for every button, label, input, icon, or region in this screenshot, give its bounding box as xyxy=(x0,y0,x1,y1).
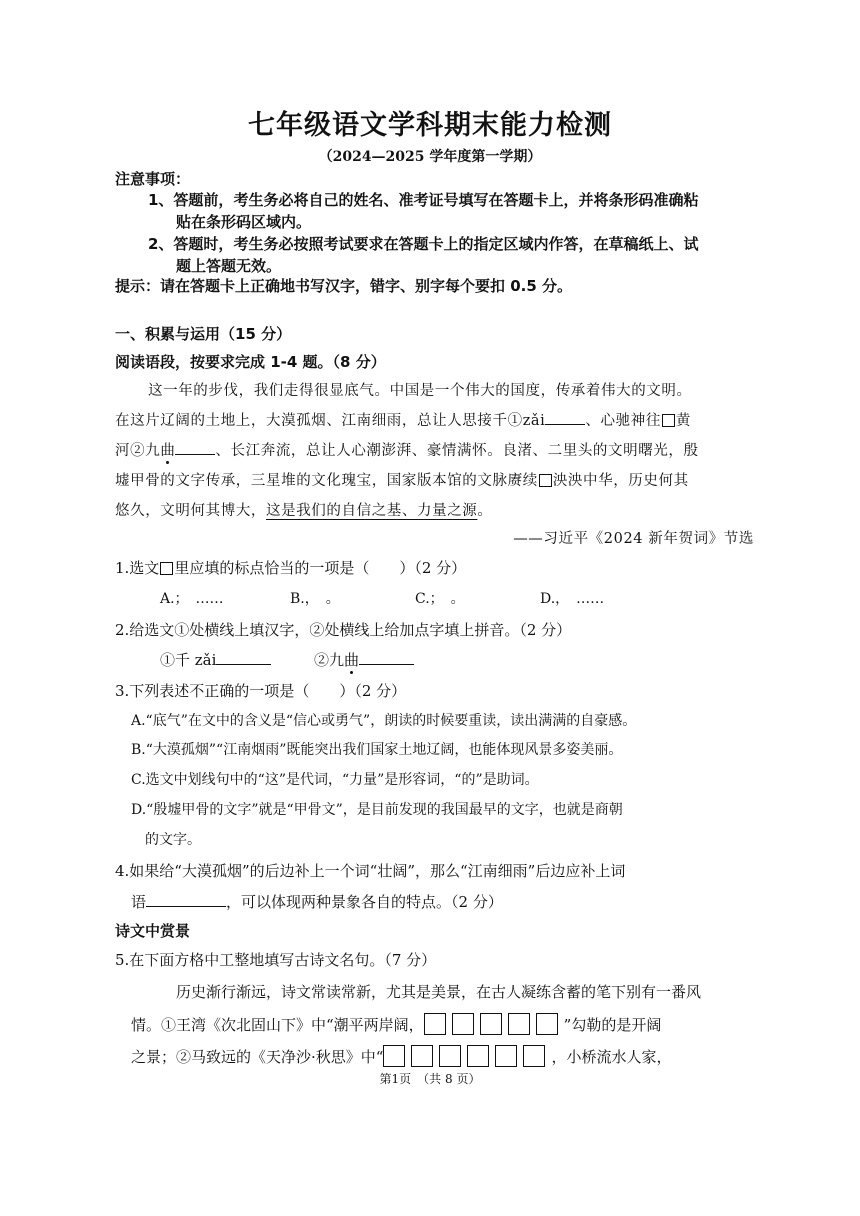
notice-item1-line1: 1、答题前，考生务必将自己的姓名、准考证号填写在答题卡上，并将条形码准确粘 xyxy=(148,191,699,209)
question-5-stem: 5.在下面方格中工整地填写古诗文名句。（7 分） xyxy=(115,951,437,969)
passage-line-3 xyxy=(115,439,699,460)
q1-option-a: A.； …… xyxy=(160,591,224,607)
q2-blank-a xyxy=(216,664,271,665)
q3-option-b: B.“大漠孤烟”“江南烟雨”既能突出我们国家土地辽阔，也能体现风景多姿美丽。 xyxy=(131,742,623,758)
answer-box xyxy=(452,1013,474,1035)
q2-blank-b xyxy=(359,664,414,665)
answer-box xyxy=(383,1045,405,1067)
q3-option-c: C.选文中划线句中的“这”是代词，“力量”是形容词，“的”是助词。 xyxy=(131,772,539,788)
passage-line-5 xyxy=(115,499,493,520)
underlined-sentence: 这是我们的自信之基、力量之源 xyxy=(266,503,478,519)
answer-box xyxy=(411,1045,433,1067)
dotted-char: 曲 xyxy=(344,651,360,669)
passage-line-4-rest: 泱泱中华，历史何其 xyxy=(552,473,689,489)
q4-line2-start: 语 xyxy=(131,893,147,911)
q5-line2-end: ”勾勒的是开阔 xyxy=(563,1016,662,1034)
answer-box xyxy=(536,1013,558,1035)
punctuation-box xyxy=(662,414,675,427)
q4-line2-rest: ，可以体现两种景象各自的特点。（2 分） xyxy=(226,893,503,911)
passage-line-2 xyxy=(115,409,691,430)
section2-heading: 诗文中赏景 xyxy=(115,922,191,940)
answer-box xyxy=(424,1013,446,1035)
passage-line-2-end: 黄 xyxy=(675,413,692,429)
q1-stem-rest: 里应填的标点恰当的一项是（ ）（2 分） xyxy=(174,559,467,577)
notice-heading: 注意事项： xyxy=(115,170,191,188)
q5-paragraph-line3 xyxy=(131,1045,671,1067)
q1-option-d: D.， …… xyxy=(540,591,605,607)
q5-paragraph-line1: 历史渐行渐远，诗文常读常新，尤其是美景，在古人凝练含蓄的笔下别有一番风 xyxy=(176,983,702,1001)
passage-source: ——习近平《2024 新年贺词》节选 xyxy=(513,531,754,547)
answer-box xyxy=(523,1045,545,1067)
passage-line-2-mid: 、心驰神往 xyxy=(585,413,661,429)
q5-line3-start: 之景；②马致远的《天净沙·秋思》中“ xyxy=(131,1048,384,1066)
q2-answer-a xyxy=(160,649,271,670)
passage-line-5-start: 悠久，文明何其博大， xyxy=(115,503,266,519)
q3-option-a: A.“底气”在文中的含义是“信心或勇气”，朗读的时候要重读，读出满满的自豪感。 xyxy=(131,713,637,729)
q2-answer-b xyxy=(314,649,414,670)
answer-box xyxy=(508,1013,530,1035)
q1-option-c: C.； 。 xyxy=(415,591,465,607)
passage-line-3-start: 河②九 xyxy=(115,443,161,459)
page-subtitle: （2024—2025 学年度第一学期） xyxy=(318,149,542,165)
passage-line-4 xyxy=(115,469,689,490)
q3-option-d-line1: D.“殷墟甲骨的文字”就是“甲骨文”，是目前发现的我国最早的文字，也就是商朝 xyxy=(131,802,623,818)
page-footer: 第1页 （共 8 页） xyxy=(379,1072,481,1086)
q5-line3-end: ，小桥流水人家， xyxy=(551,1048,672,1066)
blank-2 xyxy=(175,454,215,455)
question-2-stem: 2.给选文①处横线上填汉字，②处横线上给加点字填上拼音。（2 分） xyxy=(115,621,572,639)
answer-box xyxy=(480,1013,502,1035)
passage-line-5-end: 。 xyxy=(477,503,493,519)
page-title: 七年级语文学科期末能力检测 xyxy=(248,110,612,141)
q4-blank xyxy=(146,906,226,907)
answer-box xyxy=(495,1045,517,1067)
passage-line-2-text: 在这片辽阔的土地上，大漠孤烟、江南细雨，总让人思接千①zǎi xyxy=(115,413,546,429)
q1-option-b: B.， 。 xyxy=(290,591,340,607)
punctuation-box xyxy=(539,474,552,487)
q5-paragraph-line2 xyxy=(131,1013,661,1035)
question-1-stem xyxy=(115,557,466,578)
q2-a-label: ①千 zǎi xyxy=(160,651,217,669)
reading-intro: 阅读语段，按要求完成 1-4 题。（8 分） xyxy=(115,353,386,371)
punctuation-box xyxy=(160,562,173,575)
question-3-stem: 3.下列表述不正确的一项是（ ）（2 分） xyxy=(115,682,407,700)
q1-stem-start: 1.选文 xyxy=(115,559,160,577)
passage-line-3-rest: 、长江奔流，总让人心潮澎湃、豪情满怀。良渚、二里头的文明曙光，殷 xyxy=(215,443,699,459)
blank-1 xyxy=(545,424,585,425)
dotted-char: 曲 xyxy=(160,439,175,460)
passage-line-1: 这一年的步伐，我们走得很显底气。中国是一个伟大的国度，传承着伟大的文明。 xyxy=(148,383,692,399)
notice-item2-line1: 2、答题时，考生务必按照考试要求在答题卡上的指定区域内作答，在草稿纸上、试 xyxy=(148,235,699,253)
q5-line2-start: 情。①王湾《次北固山下》中“潮平两岸阔， xyxy=(131,1016,424,1034)
q2-b-label: ②九 xyxy=(314,651,345,669)
notice-item1-line2: 贴在条形码区域内。 xyxy=(176,213,312,231)
notice-tip: 提示：请在答题卡上正确地书写汉字，错字、别字每个要扣 0.5 分。 xyxy=(115,277,573,295)
notice-item2-line2: 题上答题无效。 xyxy=(176,257,282,275)
question-4-line2 xyxy=(131,891,503,912)
q3-option-d-line2: 的文字。 xyxy=(145,832,201,848)
answer-box xyxy=(439,1045,461,1067)
answer-box xyxy=(467,1045,489,1067)
question-4-line1: 4.如果给“大漠孤烟”的后边补上一个词“壮阔”，那么“江南细雨”后边应补上词 xyxy=(115,862,626,880)
passage-line-4-start: 墟甲骨的文字传承，三星堆的文化瑰宝，国家版本馆的文脉赓续 xyxy=(115,473,538,489)
section1-heading: 一、积累与运用（15 分） xyxy=(115,325,292,343)
